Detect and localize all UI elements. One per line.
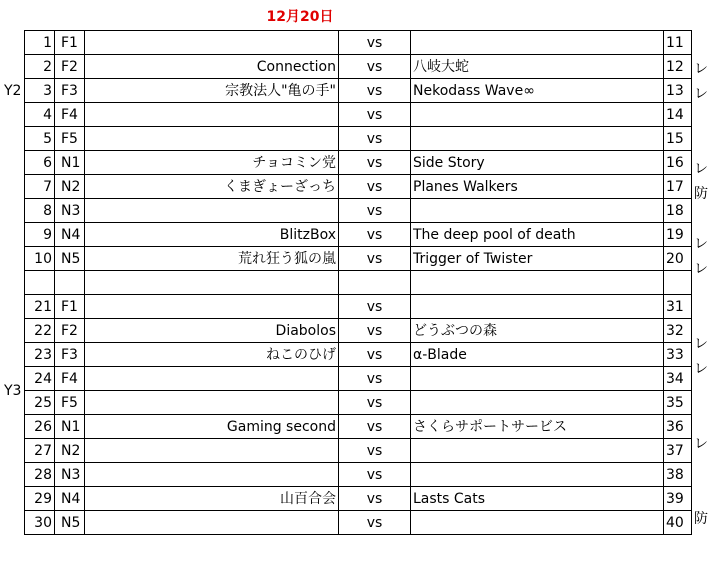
home-team (85, 463, 339, 487)
court-code (55, 271, 85, 295)
court-code: F2 (55, 55, 85, 79)
opponent-number: 16 (664, 151, 692, 175)
vs-label: vs (339, 463, 411, 487)
opponent-number: 20 (664, 247, 692, 271)
away-team: どうぶつの森 (411, 319, 664, 343)
table-row (25, 127, 692, 151)
table-row (25, 511, 692, 535)
vs-label (339, 271, 411, 295)
status-mark: レ (694, 236, 708, 252)
court-code: F3 (55, 343, 85, 367)
status-mark: 防 (694, 186, 708, 202)
away-team (411, 367, 664, 391)
table-row (25, 103, 692, 127)
home-team (85, 391, 339, 415)
home-team: 山百合会 (85, 487, 339, 511)
row-number: 1 (25, 31, 55, 55)
table-row (25, 31, 692, 55)
vs-label: vs (339, 151, 411, 175)
opponent-number: 15 (664, 127, 692, 151)
opponent-number: 31 (664, 295, 692, 319)
row-number: 21 (25, 295, 55, 319)
home-team: Gaming second (85, 415, 339, 439)
status-mark: レ (694, 336, 708, 352)
home-team: ねこのひげ (85, 343, 339, 367)
status-mark: レ (694, 261, 708, 277)
row-number: 22 (25, 319, 55, 343)
away-team: 八岐大蛇 (411, 55, 664, 79)
court-code: F1 (55, 295, 85, 319)
opponent-number: 14 (664, 103, 692, 127)
away-team: Nekodass Wave∞ (411, 79, 664, 103)
home-team: 荒れ狂う狐の嵐 (85, 247, 339, 271)
opponent-number: 13 (664, 79, 692, 103)
table-row (25, 319, 692, 343)
table-row (25, 343, 692, 367)
court-code: N4 (55, 223, 85, 247)
status-mark: レ (694, 161, 708, 177)
vs-label: vs (339, 199, 411, 223)
away-team: Side Story (411, 151, 664, 175)
vs-label: vs (339, 391, 411, 415)
home-team: 宗教法人"亀の手" (85, 79, 339, 103)
opponent-number: 19 (664, 223, 692, 247)
away-team (411, 439, 664, 463)
vs-label: vs (339, 127, 411, 151)
table-row (25, 199, 692, 223)
opponent-number: 37 (664, 439, 692, 463)
court-code: F4 (55, 367, 85, 391)
home-team: Connection (85, 55, 339, 79)
opponent-number (664, 271, 692, 295)
opponent-number: 18 (664, 199, 692, 223)
away-team: Lasts Cats (411, 487, 664, 511)
away-team: さくらサポートサービス (411, 415, 664, 439)
away-team (411, 511, 664, 535)
table-row (25, 175, 692, 199)
row-number: 23 (25, 343, 55, 367)
opponent-number: 12 (664, 55, 692, 79)
away-team: The deep pool of death (411, 223, 664, 247)
row-number: 30 (25, 511, 55, 535)
vs-label: vs (339, 367, 411, 391)
match-table (24, 30, 692, 535)
away-team (411, 199, 664, 223)
row-number: 9 (25, 223, 55, 247)
home-team: Diabolos (85, 319, 339, 343)
table-row (25, 463, 692, 487)
table-row (25, 295, 692, 319)
page-title: 12月20日 (266, 9, 334, 25)
home-team (85, 439, 339, 463)
table-row (25, 415, 692, 439)
opponent-number: 33 (664, 343, 692, 367)
away-team (411, 295, 664, 319)
vs-label: vs (339, 487, 411, 511)
table-row (25, 247, 692, 271)
home-team (85, 103, 339, 127)
opponent-number: 40 (664, 511, 692, 535)
opponent-number: 34 (664, 367, 692, 391)
row-number: 3 (25, 79, 55, 103)
home-team (85, 199, 339, 223)
row-number: 25 (25, 391, 55, 415)
row-number: 2 (25, 55, 55, 79)
table-row (25, 55, 692, 79)
away-team (411, 271, 664, 295)
status-mark: レ (694, 86, 708, 102)
row-number: 8 (25, 199, 55, 223)
home-team (85, 127, 339, 151)
vs-label: vs (339, 319, 411, 343)
opponent-number: 36 (664, 415, 692, 439)
row-number: 4 (25, 103, 55, 127)
court-code: N5 (55, 247, 85, 271)
vs-label: vs (339, 55, 411, 79)
away-team (411, 463, 664, 487)
court-code: F5 (55, 127, 85, 151)
opponent-number: 39 (664, 487, 692, 511)
court-code: N5 (55, 511, 85, 535)
court-code: F1 (55, 31, 85, 55)
court-code: N3 (55, 463, 85, 487)
vs-label: vs (339, 223, 411, 247)
court-code: F5 (55, 391, 85, 415)
opponent-number: 32 (664, 319, 692, 343)
table-row (25, 367, 692, 391)
row-number: 6 (25, 151, 55, 175)
vs-label: vs (339, 295, 411, 319)
row-number (25, 271, 55, 295)
group-label: Y3 (4, 383, 22, 399)
row-number: 5 (25, 127, 55, 151)
vs-label: vs (339, 511, 411, 535)
away-team (411, 391, 664, 415)
opponent-number: 17 (664, 175, 692, 199)
home-team (85, 511, 339, 535)
table-row (25, 223, 692, 247)
away-team: Planes Walkers (411, 175, 664, 199)
vs-label: vs (339, 439, 411, 463)
vs-label: vs (339, 175, 411, 199)
row-number: 28 (25, 463, 55, 487)
court-code: N1 (55, 415, 85, 439)
table-row (25, 271, 692, 295)
row-number: 10 (25, 247, 55, 271)
table-row (25, 487, 692, 511)
away-team (411, 31, 664, 55)
vs-label: vs (339, 31, 411, 55)
row-number: 24 (25, 367, 55, 391)
vs-label: vs (339, 103, 411, 127)
court-code: N2 (55, 439, 85, 463)
opponent-number: 35 (664, 391, 692, 415)
court-code: F4 (55, 103, 85, 127)
home-team: くまぎょーざっち (85, 175, 339, 199)
court-code: F2 (55, 319, 85, 343)
status-mark: 防 (694, 511, 708, 527)
home-team (85, 31, 339, 55)
home-team (85, 271, 339, 295)
away-team (411, 127, 664, 151)
away-team (411, 103, 664, 127)
opponent-number: 38 (664, 463, 692, 487)
row-number: 27 (25, 439, 55, 463)
table-row (25, 151, 692, 175)
opponent-number: 11 (664, 31, 692, 55)
home-team: BlitzBox (85, 223, 339, 247)
vs-label: vs (339, 343, 411, 367)
status-mark: レ (694, 436, 708, 452)
row-number: 7 (25, 175, 55, 199)
court-code: N2 (55, 175, 85, 199)
table-row (25, 439, 692, 463)
table-row (25, 391, 692, 415)
home-team (85, 295, 339, 319)
table-row (25, 79, 692, 103)
away-team: Trigger of Twister (411, 247, 664, 271)
court-code: N1 (55, 151, 85, 175)
court-code: N4 (55, 487, 85, 511)
group-label: Y2 (4, 83, 22, 99)
status-mark: レ (694, 61, 708, 77)
vs-label: vs (339, 247, 411, 271)
row-number: 26 (25, 415, 55, 439)
vs-label: vs (339, 415, 411, 439)
court-code: N3 (55, 199, 85, 223)
home-team (85, 367, 339, 391)
home-team: チョコミン党 (85, 151, 339, 175)
vs-label: vs (339, 79, 411, 103)
row-number: 29 (25, 487, 55, 511)
court-code: F3 (55, 79, 85, 103)
away-team: α-Blade (411, 343, 664, 367)
status-mark: レ (694, 361, 708, 377)
